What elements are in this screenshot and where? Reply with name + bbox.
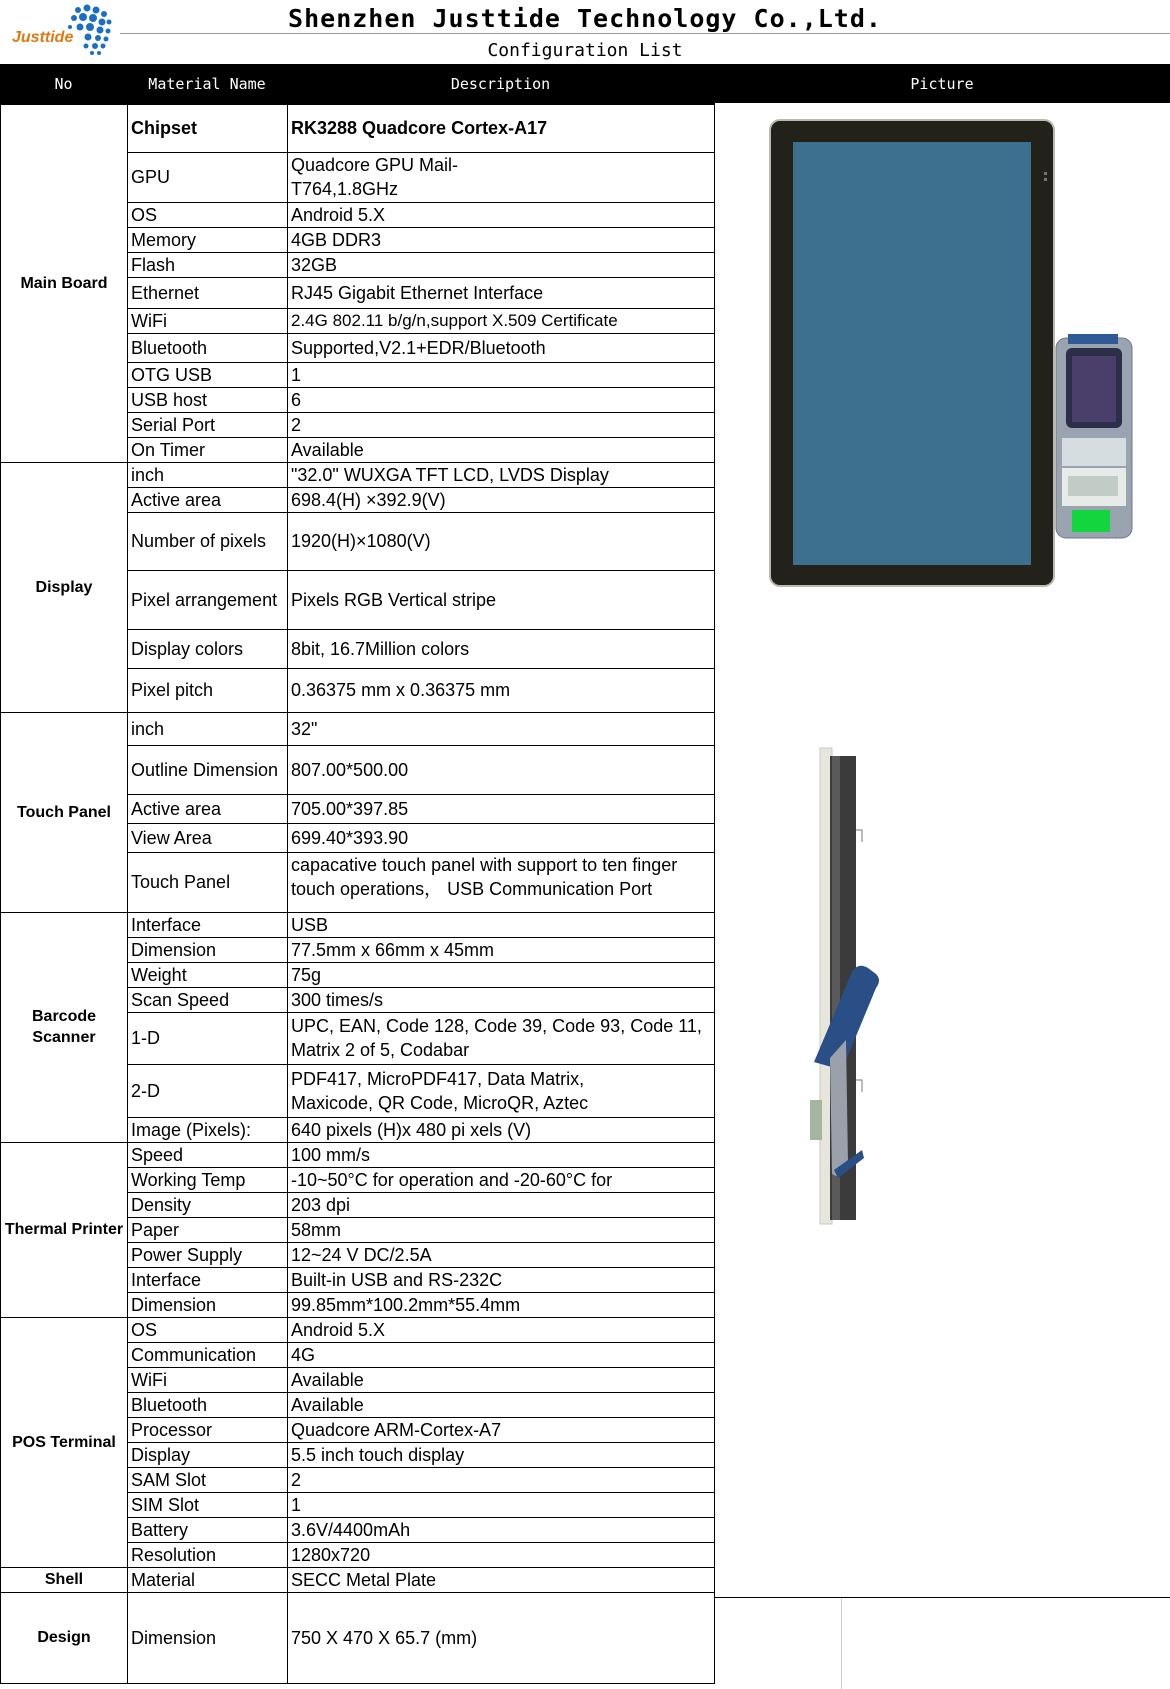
item-desc: 2 — [288, 1467, 715, 1492]
column-header-bar — [0, 64, 1170, 103]
item-desc: 2 — [288, 412, 715, 437]
item-desc: 6 — [288, 387, 715, 412]
design-picture-cells — [714, 1597, 1170, 1689]
item-name: Dimension — [128, 937, 288, 962]
item-name: Paper — [128, 1217, 288, 1242]
item-name: WiFi — [128, 1367, 288, 1392]
item-desc: USB — [288, 912, 715, 937]
touch-panel-desc-text: capacative touch panel with support to ten finger touch operations， USB Communication Port — [291, 855, 678, 899]
item-desc: 100 mm/s — [288, 1142, 715, 1167]
item-name: Density — [128, 1192, 288, 1217]
item-desc: Built-in USB and RS-232C — [288, 1267, 715, 1292]
item-name: Communication — [128, 1342, 288, 1367]
item-name: Speed — [128, 1142, 288, 1167]
item-name: Touch Panel — [128, 852, 288, 912]
table-row — [1, 462, 715, 487]
item-name: Active area — [128, 794, 288, 823]
side-terminal — [1056, 334, 1132, 538]
col-picture: Picture — [910, 75, 974, 93]
item-desc: Quadcore GPU Mail-T764,1.8GHz — [288, 152, 715, 202]
item-desc: 58mm — [288, 1217, 715, 1242]
item-name: OS — [128, 202, 288, 227]
item-name: Resolution — [128, 1542, 288, 1567]
item-desc: RJ45 Gigabit Ethernet Interface — [288, 277, 715, 308]
kiosk-side-image — [792, 740, 887, 1230]
bracket-line — [856, 830, 862, 842]
item-name: Outline Dimension — [128, 745, 288, 794]
item-desc: 99.85mm*100.2mm*55.4mm — [288, 1292, 715, 1317]
item-name: Scan Speed — [128, 987, 288, 1012]
section-display: Display — [1, 462, 128, 712]
scanner-stand — [830, 1040, 848, 1176]
item-name: Chipset — [128, 104, 288, 152]
item-name: Image (Pixels): — [128, 1117, 288, 1142]
item-name: Pixel pitch — [128, 668, 288, 712]
item-name: Processor — [128, 1417, 288, 1442]
item-name: Weight — [128, 962, 288, 987]
item-name: SAM Slot — [128, 1467, 288, 1492]
item-name: Bluetooth — [128, 333, 288, 362]
item-desc: PDF417, MicroPDF417, Data Matrix, Maxicode, QR Code, MicroQR, Aztec — [288, 1064, 715, 1117]
item-name: Memory — [128, 227, 288, 252]
item-desc: 32GB — [288, 252, 715, 277]
item-desc: Supported,V2.1+EDR/Bluetooth — [288, 333, 715, 362]
item-name: View Area — [128, 823, 288, 852]
monitor-button — [1044, 178, 1047, 181]
item-desc: 4GB DDR3 — [288, 227, 715, 252]
item-desc: "32.0" WUXGA TFT LCD, LVDS Display — [288, 462, 715, 487]
table-row — [1, 712, 715, 745]
item-desc: 698.4(H) ×392.9(V) — [288, 487, 715, 512]
item-desc: 8bit, 16.7Million colors — [288, 629, 715, 668]
item-desc: 750 X 470 X 65.7 (mm) — [288, 1592, 715, 1683]
item-name: SIM Slot — [128, 1492, 288, 1517]
item-desc: Pixels RGB Vertical stripe — [288, 570, 715, 629]
item-desc: 1920(H)×1080(V) — [288, 512, 715, 570]
item-name: WiFi — [128, 308, 288, 333]
item-desc: RK3288 Quadcore Cortex-A17 — [288, 104, 715, 152]
item-desc: Quadcore ARM-Cortex-A7 — [288, 1417, 715, 1442]
item-name: Interface — [128, 1267, 288, 1292]
monitor-screen — [793, 142, 1031, 565]
item-name: OS — [128, 1317, 288, 1342]
table-row — [1, 1567, 715, 1592]
item-desc: 640 pixels (H)x 480 pi xels (V) — [288, 1117, 715, 1142]
item-desc: Android 5.X — [288, 1317, 715, 1342]
item-desc: 4G — [288, 1342, 715, 1367]
item-name: Flash — [128, 252, 288, 277]
table-row — [1, 1142, 715, 1167]
item-desc: 32" — [288, 712, 715, 745]
item-name: On Timer — [128, 437, 288, 462]
section-touch-panel: Touch Panel — [1, 712, 128, 912]
spec-table — [0, 103, 715, 1684]
item-name: Material — [128, 1567, 288, 1592]
item-desc: 1280x720 — [288, 1542, 715, 1567]
item-desc: 807.00*500.00 — [288, 745, 715, 794]
item-desc: 5.5 inch touch display — [288, 1442, 715, 1467]
item-desc: 0.36375 mm x 0.36375 mm — [288, 668, 715, 712]
item-desc: Android 5.X — [288, 202, 715, 227]
item-name: Display — [128, 1442, 288, 1467]
col-description: Description — [450, 75, 551, 93]
item-desc: 1 — [288, 1492, 715, 1517]
company-title: Shenzhen Justtide Technology Co.,Ltd. — [288, 4, 882, 33]
item-desc: SECC Metal Plate — [288, 1567, 715, 1592]
item-name: Dimension — [128, 1292, 288, 1317]
item-desc: 2.4G 802.11 b/g/n,support X.509 Certificate — [288, 308, 715, 333]
item-name: 1-D — [128, 1012, 288, 1064]
kiosk-front-image — [768, 112, 1136, 592]
section-shell: Shell — [1, 1567, 128, 1592]
item-name: Battery — [128, 1517, 288, 1542]
item-desc: 699.40*393.90 — [288, 823, 715, 852]
item-name: Bluetooth — [128, 1392, 288, 1417]
item-name: Serial Port — [128, 412, 288, 437]
side-accessory — [810, 1100, 822, 1140]
item-name: Interface — [128, 912, 288, 937]
col-material: Material Name — [148, 75, 266, 93]
item-name: GPU — [128, 152, 288, 202]
item-desc: 75g — [288, 962, 715, 987]
section-thermal-printer: Thermal Printer — [1, 1142, 128, 1317]
page-subtitle: Configuration List — [487, 40, 683, 61]
bracket-line — [856, 1080, 862, 1092]
item-name: Pixel arrangement — [128, 570, 288, 629]
item-desc: 3.6V/4400mAh — [288, 1517, 715, 1542]
item-desc — [288, 852, 715, 912]
section-main-board: Main Board — [1, 104, 128, 462]
item-desc: 12~24 V DC/2.5A — [288, 1242, 715, 1267]
item-name: USB host — [128, 387, 288, 412]
item-name: OTG USB — [128, 362, 288, 387]
header-divider — [120, 33, 1170, 34]
item-name: Dimension — [128, 1592, 288, 1683]
section-design: Design — [1, 1592, 128, 1683]
item-name: inch — [128, 462, 288, 487]
item-name: Active area — [128, 487, 288, 512]
item-desc: -10~50°C for operation and -20-60°C for — [288, 1167, 715, 1192]
table-row — [1, 104, 715, 152]
table-row — [1, 912, 715, 937]
item-name: 2-D — [128, 1064, 288, 1117]
section-barcode-scanner: Barcode Scanner — [1, 912, 128, 1142]
item-desc: 203 dpi — [288, 1192, 715, 1217]
logo-text: Justtide — [12, 29, 74, 46]
item-name: Ethernet — [128, 277, 288, 308]
item-name: Power Supply — [128, 1242, 288, 1267]
item-desc: Available — [288, 1367, 715, 1392]
item-name: Number of pixels — [128, 512, 288, 570]
item-desc: 300 times/s — [288, 987, 715, 1012]
item-desc: 77.5mm x 66mm x 45mm — [288, 937, 715, 962]
item-desc: Available — [288, 1392, 715, 1417]
table-row — [1, 1592, 715, 1683]
monitor-button — [1044, 172, 1047, 175]
col-no: No — [54, 75, 73, 93]
table-row — [1, 1317, 715, 1342]
item-name: Working Temp — [128, 1167, 288, 1192]
item-desc: 1 — [288, 362, 715, 387]
item-name: Display colors — [128, 629, 288, 668]
section-pos-terminal: POS Terminal — [1, 1317, 128, 1567]
item-desc: Available — [288, 437, 715, 462]
item-desc: 705.00*397.85 — [288, 794, 715, 823]
item-name: inch — [128, 712, 288, 745]
cell-divider — [841, 1598, 842, 1689]
item-desc: UPC, EAN, Code 128, Code 39, Code 93, Code 11, Matrix 2 of 5, Codabar — [288, 1012, 715, 1064]
